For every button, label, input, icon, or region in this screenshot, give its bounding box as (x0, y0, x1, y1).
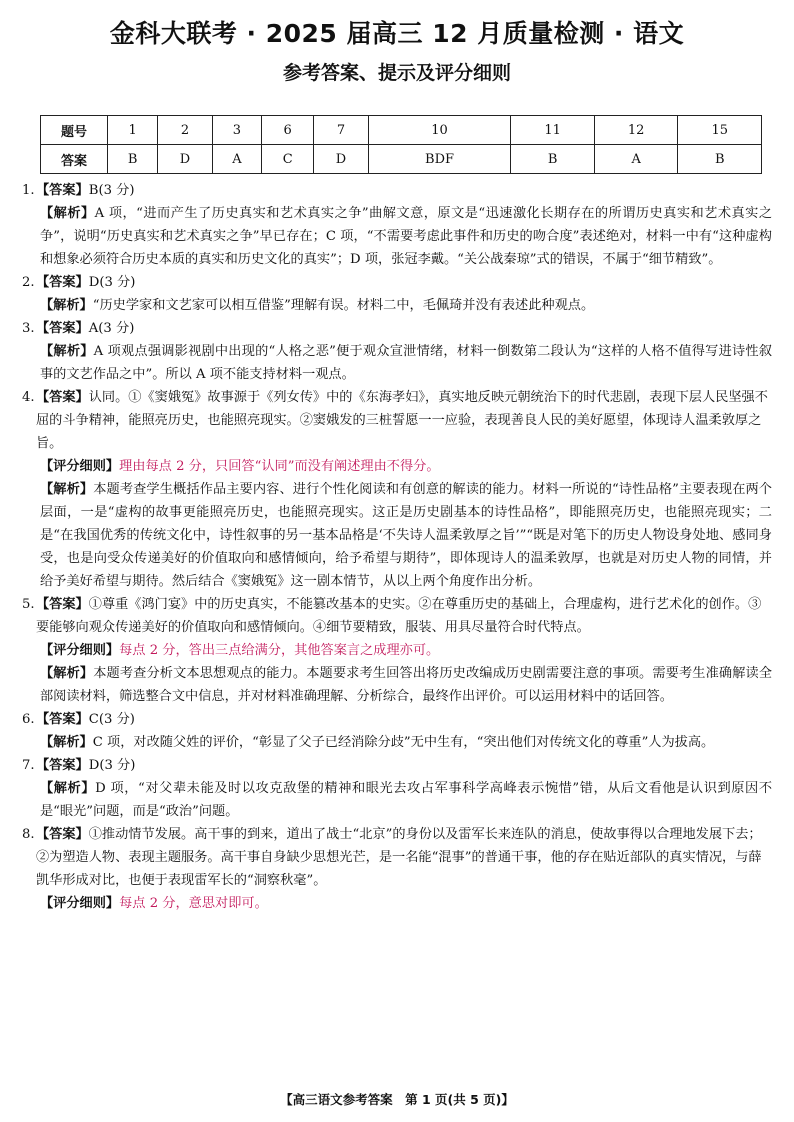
row-label-answer: 答案 (41, 145, 108, 174)
answer-cell: BDF (368, 145, 511, 174)
item-answer-line (22, 823, 772, 892)
question-number-cell: 6 (262, 116, 314, 145)
item-analysis (22, 478, 772, 593)
question-number-cell: 7 (314, 116, 368, 145)
analysis-label: 【解析】 (40, 482, 94, 497)
question-number-cell: 10 (368, 116, 511, 145)
answer-label: 【答案】 (36, 758, 89, 773)
item-analysis (22, 294, 772, 317)
answer-cell: B (108, 145, 158, 174)
item-answer-line (22, 754, 772, 777)
item-answer: D(3 分) (88, 758, 136, 773)
item-answer-line (22, 386, 772, 455)
answer-label: 【答案】 (36, 597, 89, 612)
item-analysis (22, 731, 772, 754)
answer-cell: D (314, 145, 368, 174)
question-number-cell: 12 (594, 116, 678, 145)
item-number: 5. (22, 597, 35, 612)
question-number-cell: 2 (158, 116, 212, 145)
answer-label: 【答案】 (36, 321, 89, 336)
page-subtitle: 参考答案、提示及评分细则 (282, 62, 511, 84)
item-scoring (22, 639, 772, 662)
answer-cell: B (678, 145, 762, 174)
row-label-number: 题号 (41, 116, 108, 145)
item-answer-line (22, 708, 772, 731)
answer-items (22, 179, 772, 915)
item-analysis (22, 202, 772, 271)
item-answer: ①尊重《鸿门宴》中的历史真实，不能篡改基本的史实。②在尊重历史的基础上，合理虚构，进行艺术化的创作。③要能够向观众传递美好的价值取向和感情倾向。④细节要精致，服装、用具尽量符合时代特点。 (36, 597, 762, 635)
analysis-text: C 项，对改随父姓的评价，“彰显了父子已经消除分歧”无中生有，“突出他们对传统文化的尊重”人为拔高。 (92, 735, 715, 750)
item-answer-line (22, 271, 772, 294)
analysis-label: 【解析】 (40, 735, 93, 750)
answer-label: 【答案】 (36, 712, 89, 727)
question-number-cell: 11 (511, 116, 595, 145)
analysis-text: A 项观点强调影视剧中出现的“人格之恶”便于观众宣泄情绪，材料一倒数第二段认为“这样的人格不值得写进诗性叙事的文艺作品之中”。所以 A 项不能支持材料一观点。 (40, 344, 773, 382)
item-answer-line (22, 593, 772, 639)
scoring-text: 每点 2 分，意思对即可。 (119, 896, 268, 911)
answer-cell: A (594, 145, 678, 174)
page-footer: 【高三语文参考答案 第 1 页(共 5 页)】 (280, 1092, 514, 1107)
question-number-cell: 3 (212, 116, 261, 145)
question-number-cell: 1 (108, 116, 158, 145)
scoring-text: 理由每点 2 分，只回答“认同”而没有阐述理由不得分。 (119, 459, 440, 474)
item-number: 1. (22, 183, 35, 198)
scoring-label: 【评分细则】 (40, 459, 120, 474)
item-scoring (22, 892, 772, 915)
item-answer: B(3 分) (88, 183, 135, 198)
analysis-label: 【解析】 (40, 781, 96, 796)
question-number-cell: 15 (678, 116, 762, 145)
analysis-text: 本题考查分析文本思想观点的能力。本题要求考生回答出将历史改编成历史剧需要注意的事项。需要考生准确解读全部阅读材料，筛选整合文中信息，并对材料准确理解、分析综合，最终作出评价。可以运用材料中的话回答。 (40, 666, 772, 704)
answer-label: 【答案】 (36, 827, 89, 842)
item-number: 2. (22, 275, 35, 290)
answer-label: 【答案】 (36, 390, 89, 405)
answer-cell: A (212, 145, 261, 174)
answer-cell: C (262, 145, 314, 174)
item-analysis (22, 777, 772, 823)
item-answer-line (22, 317, 772, 340)
answer-table-answer-row (41, 145, 762, 174)
answer-cell: D (158, 145, 212, 174)
item-number: 6. (22, 712, 35, 727)
answer-label: 【答案】 (36, 275, 89, 290)
item-answer: 认同。①《窦娥冤》故事源于《列女传》中的《东海孝妇》，真实地反映元朝统治下的时代悲剧，表现下层人民坚强不屈的斗争精神，能照亮历史，也能照亮现实。②窦娥发的三桩誓愿一一应验，表现善良人民的美好愿望，体现诗人温柔敦厚之旨。 (36, 390, 768, 451)
answer-cell: B (511, 145, 595, 174)
analysis-label: 【解析】 (40, 206, 95, 221)
analysis-label: 【解析】 (40, 666, 94, 681)
item-answer: C(3 分) (88, 712, 135, 727)
answer-table-number-row (41, 116, 762, 145)
item-answer: D(3 分) (88, 275, 136, 290)
item-number: 4. (22, 390, 35, 405)
item-number: 3. (22, 321, 35, 336)
item-answer: A(3 分) (88, 321, 135, 336)
scoring-label: 【评分细则】 (40, 896, 120, 911)
scoring-text: 每点 2 分，答出三点给满分，其他答案言之成理亦可。 (119, 643, 440, 658)
page-title: 金科大联考 · 2025 届高三 12 月质量检测 · 语文 (109, 19, 685, 48)
item-number: 7. (22, 758, 35, 773)
item-answer-line (22, 179, 772, 202)
item-scoring (22, 455, 772, 478)
analysis-text: D 项，“对父辈未能及时以攻克敌堡的精神和眼光去攻占军事科学高峰表示惋惜”错，从后文看他是认识到原因不是“眼光”问题，而是“政治”问题。 (40, 781, 773, 819)
item-analysis (22, 662, 772, 708)
analysis-text: A 项，“进而产生了历史真实和艺术真实之争”曲解文意，原文是“迅速激化长期存在的所谓历史真实和艺术真实之争”，说明“历史真实和艺术真实之争”早已存在；C 项，“不需要考虑此事件和历史的吻合度”表述绝对，材料一中有“这种虚构和想象必须符合历史本质的真实和历史文化的真实”；D 项，张冠李戴。“关公战秦琼”式的错误，不属于“细节精致”。 (40, 206, 773, 267)
item-number: 8. (22, 827, 35, 842)
analysis-text: 本题考查学生概括作品主要内容、进行个性化阅读和有创意的解读的能力。材料一所说的“诗性品格”主要表现在两个层面，一是“虚构的故事更能照亮历史，也能照亮现实。这正是历史剧基本的诗性品格”，即能照亮历史，也能照亮现实；二是“在我国优秀的传统文化中，诗性叙事的另一基本品格是‘不失诗人温柔敦厚之旨’”“既是对笔下的历史人物设身处地、感同身受，也是向受众传递美好的价值取向和感情倾向，给予希望与期待”，即体现诗人的温柔敦厚，也就是对历史人物的同情，并给予美好希望与期待。然后结合《窦娥冤》这一剧本情节，从以上两个角度作出分析。 (40, 482, 772, 589)
answer-label: 【答案】 (36, 183, 89, 198)
analysis-label: 【解析】 (40, 344, 94, 359)
item-analysis (22, 340, 772, 386)
analysis-label: 【解析】 (40, 298, 93, 313)
scoring-label: 【评分细则】 (40, 643, 120, 658)
item-answer: ①推动情节发展。高干事的到来，道出了战士“北京”的身份以及雷军长来连队的消息，使故事得以合理地发展下去；②为塑造人物、表现主题服务。高干事自身缺少思想光芒，是一名能“混事”的普通干事，他的存在贴近部队的真实情况，与薛凯华形成对比，也便于表现雷军长的“洞察秋毫”。 (36, 827, 762, 888)
analysis-text: “历史学家和文艺家可以相互借鉴”理解有误。材料二中，毛佩琦并没有表述此种观点。 (92, 298, 595, 313)
answer-table (40, 115, 762, 174)
